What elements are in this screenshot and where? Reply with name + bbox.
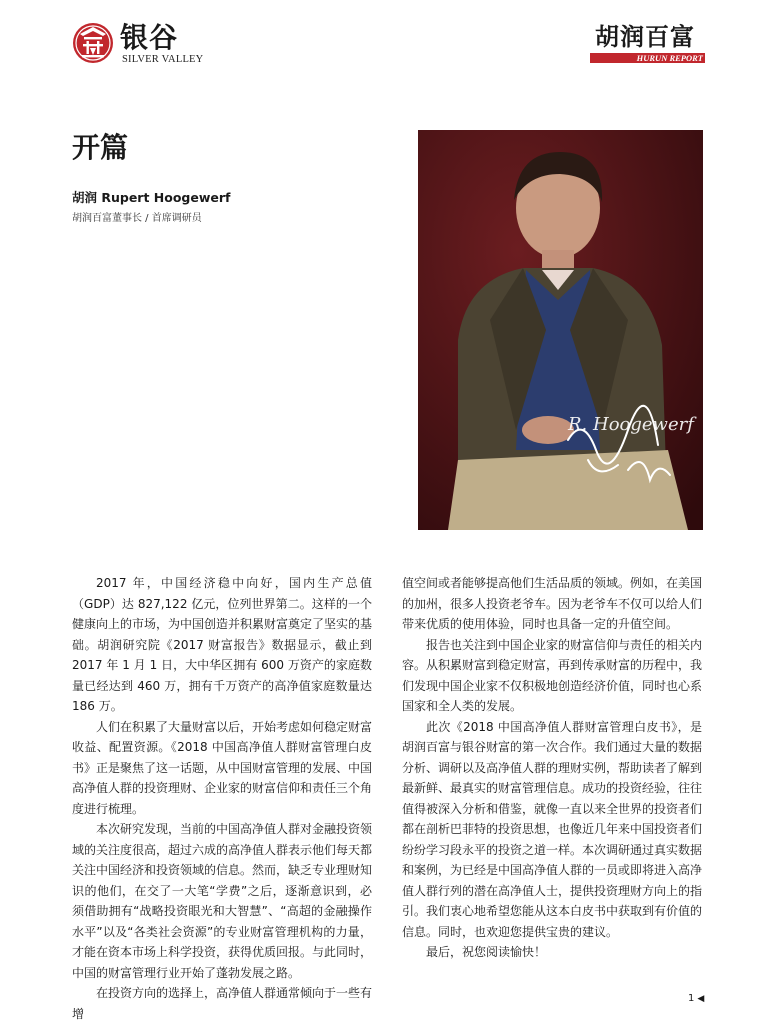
left-arrow-icon: ◀	[697, 994, 705, 1004]
paragraph: 2017 年，中国经济稳中向好，国内生产总值（GDP）达 827,122 亿元，位列世界第二。这样的一个健康向上的市场，为中国创造并积累财富奠定了坚实的基础。胡润研究院《2017 财富报告》数据显示，截止到 2017 年 1 月 1 日，大中华区拥有 600 万资产的家庭数量已经达到 460 万，拥有千万资产的高净值家庭数量达 186 万。	[72, 576, 373, 713]
paragraph: 此次《2018 中国高净值人群财富管理白皮书》，是胡润百富与银谷财富的第一次合作。我们通过大量的数据分析、调研以及高净值人群的理财实例，帮助读者了解到最新鲜、最真实的财富管理信息。成功的投资经验，往往值得被深入分析和借鉴，就像一直以来全世界的投资者们都在剖析巴菲特的投资思想，也像近几年来中国投资者们纷纷学习段永平的投资之道一样。本次调研通过真实数据和案例，为已经是中国高净值人群的一员或即将进入高净值人群行列的潜在高净值人士，提供投资理财方向上的指引。我们衷心地希望您能从这本白皮书中获取到有价值的信息。同时，也欢迎您提供宝贵的建议。	[402, 719, 703, 939]
page-title: 开篇	[72, 131, 129, 164]
author-name: 胡润 Rupert Hoogewerf	[72, 190, 231, 205]
silver-valley-logo-name: 银谷	[120, 21, 179, 54]
silver-valley-seal-icon	[72, 22, 114, 64]
silver-valley-logo	[72, 22, 222, 66]
svg-text:R. Hoogewerf: R. Hoogewerf	[568, 414, 694, 435]
hurun-logo-english: HURUN REPORT	[636, 53, 703, 63]
portrait-illustration	[418, 130, 703, 530]
paragraph: 在投资方向的选择上，高净值人群通常倾向于一些有增	[72, 986, 373, 1021]
paragraph: 报告也关注到中国企业家的财富信仰与责任的相关内容。从积累财富到稳定财富，再到传承财富的历程中，我们发现中国企业家不仅积极地创造经济价值，同时也心系国家和全人类的发展。	[402, 637, 703, 713]
body-right-column	[402, 573, 702, 963]
silver-valley-logo-english: SILVER VALLEY	[122, 54, 204, 65]
body-left-column	[72, 573, 372, 1024]
paragraph: 值空间或者能够提高他们生活品质的领域。例如，在美国的加州，很多人投资老爷车。因为老爷车不仅可以给人们带来优质的使用体验，同时也具备一定的升值空间。	[402, 576, 703, 631]
author-portrait-photo	[418, 130, 703, 530]
hurun-logo-name: 胡润百富	[595, 23, 695, 51]
author-position: 胡润百富董事长 / 首席调研员	[72, 213, 202, 224]
paragraph: 最后，祝您阅读愉快！	[426, 945, 547, 959]
page-number-value: 1	[688, 993, 695, 1004]
page-number	[688, 992, 704, 1006]
paragraph: 人们在积累了大量财富以后，开始考虑如何稳定财富收益、配置资源。《2018 中国高净值人群财富管理白皮书》正是聚焦了这一话题，从中国财富管理的发展、中国高净值人群的投资理财、企业家的财富信仰和责任三个角度进行梳理。	[72, 719, 373, 816]
hurun-report-logo	[585, 22, 705, 66]
paragraph: 本次研究发现，当前的中国高净值人群对金融投资领域的关注度很高，超过六成的高净值人群表示他们每天都关注中国经济和投资领域的信息。然而，缺乏专业理财知识的他们，在交了一大笔“学费”之后，逐渐意识到，必须借助拥有“战略投资眼光和大智慧”、“高超的金融操作水平”以及“各类社会资源”的专业财富管理机构的力量，才能在资本市场上科学投资，获得优质回报。与此同时，中国的财富管理行业开始了蓬勃发展之路。	[72, 822, 373, 980]
